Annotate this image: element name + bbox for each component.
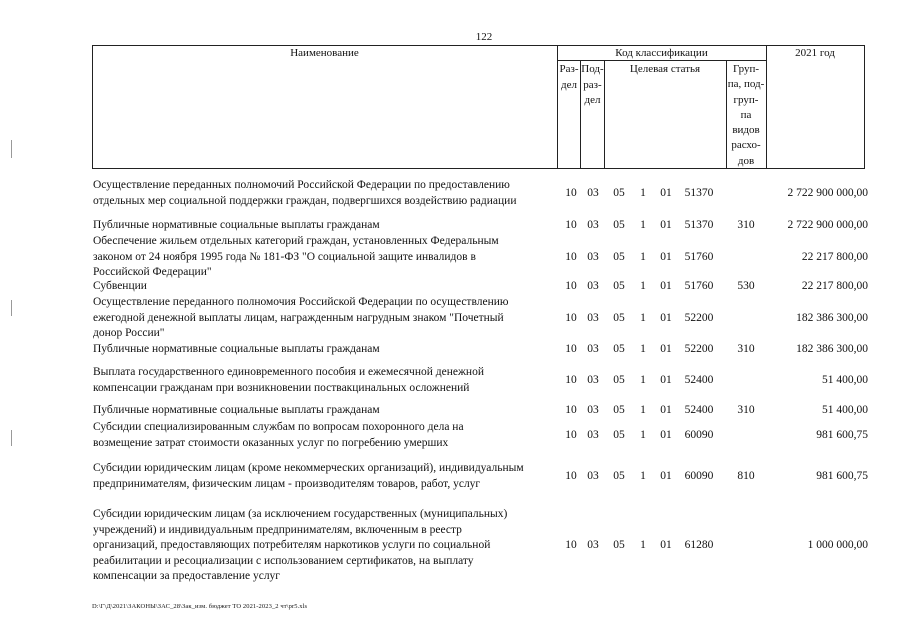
code-t2: 1: [640, 187, 646, 199]
code-r: 10: [565, 251, 577, 263]
row-name: Осуществление переданного полномочия Российской Федерации по осуществлению ежегодной денежной выплаты лицам, награжденным нагрудным знаком "Почетный донор России": [93, 296, 509, 339]
code-g: 310: [737, 219, 755, 231]
scan-speck: [11, 430, 12, 446]
code-t1: 05: [613, 251, 625, 263]
header-target: Целевая статья: [629, 63, 701, 75]
row-name: Публичные нормативные социальные выплаты гражданам: [93, 404, 380, 416]
code-p: 03: [587, 187, 599, 199]
row-name: Субсидии юридическим лицам (кроме некоммерческих организаций), индивидуальным предпринимателям, физическим лицам - производителям товаров, работ, услуг: [93, 462, 524, 490]
code-t3: 01: [660, 343, 672, 355]
header-razdel: Раз- дел: [559, 63, 579, 91]
code-t4: 60090: [684, 470, 714, 482]
row-amount: 182 386 300,00: [796, 312, 868, 324]
code-r: 10: [565, 539, 577, 551]
code-t4: 51760: [684, 251, 714, 263]
code-p: 03: [587, 219, 599, 231]
code-p: 03: [587, 374, 599, 386]
code-t2: 1: [640, 343, 646, 355]
code-p: 03: [587, 280, 599, 292]
code-t3: 01: [660, 470, 672, 482]
code-t3: 01: [660, 312, 672, 324]
code-g: 810: [737, 470, 755, 482]
code-t4: 52400: [684, 404, 714, 416]
code-r: 10: [565, 219, 577, 231]
code-r: 10: [565, 429, 577, 441]
row-amount: 981 600,75: [816, 429, 868, 441]
header-group: Груп- па, под- груп- па видов расхо- дов: [727, 63, 765, 167]
header-podrazdel: Под- раз- дел: [581, 63, 604, 106]
header-year: 2021 год: [795, 47, 835, 59]
scan-speck: [11, 140, 12, 158]
code-t1: 05: [613, 429, 625, 441]
code-t1: 05: [613, 470, 625, 482]
code-t2: 1: [640, 374, 646, 386]
code-t2: 1: [640, 539, 646, 551]
code-t1: 05: [613, 219, 625, 231]
code-t2: 1: [640, 404, 646, 416]
code-g: 310: [737, 343, 755, 355]
row-name: Выплата государственного единовременного пособия и ежемесячной денежной компенсации гражданам при возникновении поствакцинальных осложнений: [93, 366, 484, 394]
code-t4: 51370: [684, 187, 714, 199]
row-name: Осуществление переданных полномочий Российской Федерации по предоставлению отдельных мер социальной поддержки граждан, подвергшихся воздействию радиации: [93, 179, 517, 207]
row-name: Субсидии специализированным службам по вопросам похоронного дела на возмещение затрат стоимости оказанных услуг по погребению умерших: [93, 421, 464, 449]
code-p: 03: [587, 343, 599, 355]
row-name: Обеспечение жильем отдельных категорий граждан, установленных Федеральным законом от 24 ноября 1995 года № 181-ФЗ "О социальной защите инвалидов в Российской Федерации": [93, 235, 499, 278]
code-t3: 01: [660, 251, 672, 263]
code-t4: 61280: [684, 539, 714, 551]
code-t2: 1: [640, 280, 646, 292]
code-t3: 01: [660, 404, 672, 416]
code-t2: 1: [640, 429, 646, 441]
code-g: 310: [737, 404, 755, 416]
code-t3: 01: [660, 539, 672, 551]
row-amount: 2 722 900 000,00: [787, 219, 868, 231]
row-amount: 981 600,75: [816, 470, 868, 482]
code-t4: 52200: [684, 343, 714, 355]
code-t1: 05: [613, 187, 625, 199]
code-t1: 05: [613, 280, 625, 292]
code-t4: 51760: [684, 280, 714, 292]
code-t3: 01: [660, 374, 672, 386]
code-p: 03: [587, 251, 599, 263]
code-r: 10: [565, 343, 577, 355]
file-path-footer: D:\Г\Д\2021\ЗАКОНЫ\ЗАС_28\Зак_изм. бюджет ТО 2021-2023_2 чт\pr5.xls: [92, 603, 308, 610]
row-amount: 22 217 800,00: [801, 251, 868, 263]
code-t1: 05: [613, 404, 625, 416]
code-g: 530: [737, 280, 755, 292]
code-p: 03: [587, 539, 599, 551]
scan-speck: [11, 300, 12, 316]
header-classification: Код классификации: [615, 47, 708, 59]
code-r: 10: [565, 187, 577, 199]
row-amount: 182 386 300,00: [796, 343, 868, 355]
row-name: Публичные нормативные социальные выплаты гражданам: [93, 219, 380, 231]
code-t1: 05: [613, 343, 625, 355]
code-t2: 1: [640, 312, 646, 324]
code-t4: 51370: [684, 219, 714, 231]
code-p: 03: [587, 404, 599, 416]
code-t3: 01: [660, 280, 672, 292]
code-t1: 05: [613, 312, 625, 324]
code-t1: 05: [613, 539, 625, 551]
code-p: 03: [587, 429, 599, 441]
row-name: Субвенции: [93, 280, 147, 292]
code-t4: 60090: [684, 429, 714, 441]
row-amount: 22 217 800,00: [801, 280, 868, 292]
page-number: 122: [475, 31, 493, 43]
row-name: Субсидии юридическим лицам (за исключением государственных (муниципальных) учреждений) и индивидуальным предпринимателям, включенным в реестр организаций, предоставляющих потребителям наркотиков услуги по социальной реабилитации и ресоциализации с использованием сертификатов, на выплату компенсации за предоставление услуг: [93, 508, 508, 582]
code-t3: 01: [660, 219, 672, 231]
row-amount: 51 400,00: [822, 404, 868, 416]
code-t3: 01: [660, 187, 672, 199]
code-t3: 01: [660, 429, 672, 441]
code-t2: 1: [640, 219, 646, 231]
code-r: 10: [565, 280, 577, 292]
code-r: 10: [565, 470, 577, 482]
code-r: 10: [565, 404, 577, 416]
row-name: Публичные нормативные социальные выплаты гражданам: [93, 343, 380, 355]
code-t2: 1: [640, 251, 646, 263]
row-amount: 51 400,00: [822, 374, 868, 386]
code-p: 03: [587, 470, 599, 482]
code-t2: 1: [640, 470, 646, 482]
header-name: Наименование: [290, 47, 359, 59]
row-amount: 1 000 000,00: [807, 539, 868, 551]
code-p: 03: [587, 312, 599, 324]
code-r: 10: [565, 312, 577, 324]
code-r: 10: [565, 374, 577, 386]
code-t1: 05: [613, 374, 625, 386]
row-amount: 2 722 900 000,00: [787, 187, 868, 199]
code-t4: 52400: [684, 374, 714, 386]
code-t4: 52200: [684, 312, 714, 324]
